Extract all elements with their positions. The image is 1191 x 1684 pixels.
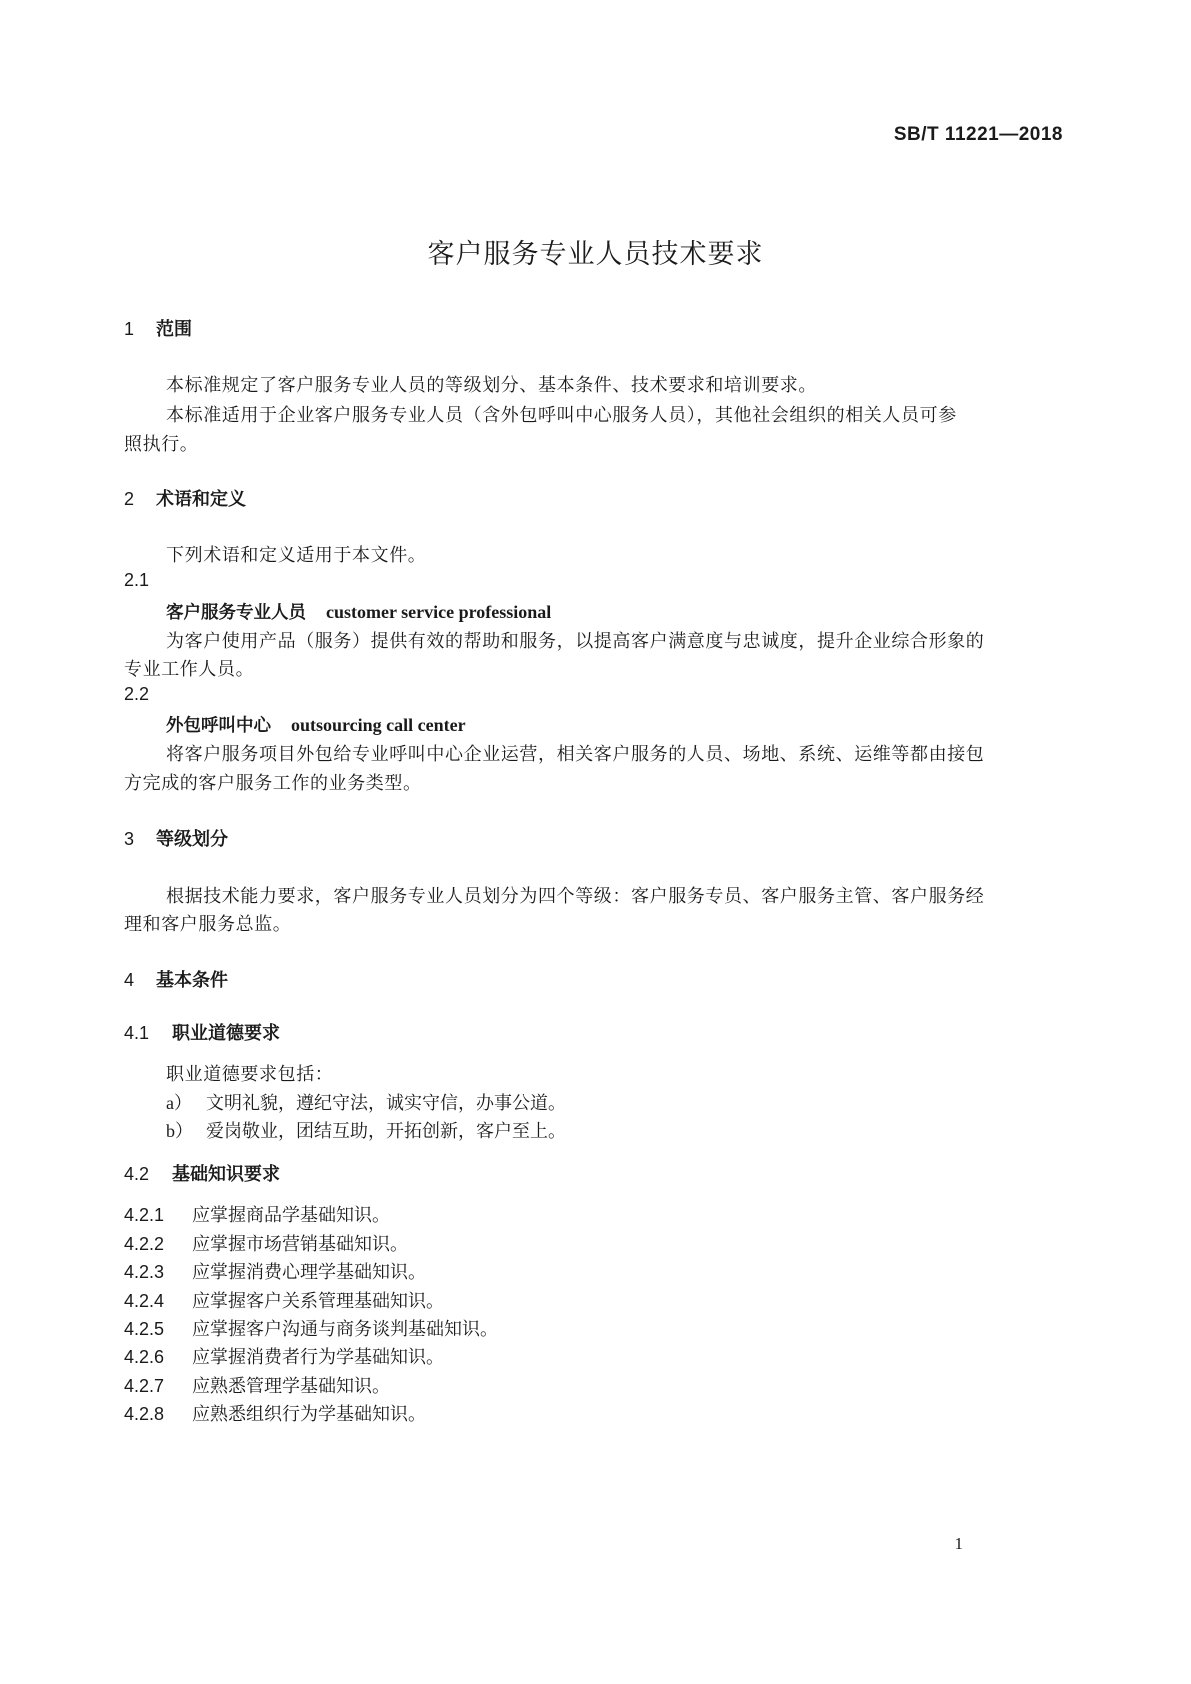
clause-row	[124, 1372, 390, 1398]
clause-text: 应掌握客户沟通与商务谈判基础知识。	[192, 1319, 498, 1340]
section-number: 1	[124, 319, 135, 339]
clause-number: 4.2.2	[124, 1234, 165, 1254]
section-title: 范围	[156, 319, 192, 340]
subsection-number: 4.1	[124, 1023, 150, 1043]
list-item	[166, 1089, 566, 1115]
clause-row	[124, 1287, 444, 1313]
standard-number: SB/T 11221—2018	[893, 124, 1063, 145]
clause-text: 应熟悉管理学基础知识。	[192, 1376, 390, 1397]
section-title: 等级划分	[156, 829, 228, 850]
subsection-number: 4.2	[124, 1164, 150, 1184]
clause-text: 应熟悉组织行为学基础知识。	[192, 1404, 426, 1425]
list-item-text: 文明礼貌，遵纪守法，诚实守信，办事公道。	[206, 1093, 566, 1114]
section-1-heading	[124, 315, 192, 341]
clause-number: 4.2.3	[124, 1262, 165, 1282]
section-4-heading	[124, 966, 228, 992]
clause-number: 4.2.5	[124, 1319, 165, 1339]
clause-text: 应掌握客户关系管理基础知识。	[192, 1291, 444, 1312]
section-title: 基本条件	[156, 970, 228, 991]
clause-row	[124, 1315, 498, 1341]
subsection-4-2-heading	[124, 1160, 280, 1186]
clause-row	[124, 1343, 444, 1369]
subsection-title: 职业道德要求	[172, 1023, 280, 1044]
paragraph: 本标准规定了客户服务专业人员的等级划分、基本条件、技术要求和培训要求。	[166, 375, 817, 396]
clause-text: 应掌握商品学基础知识。	[192, 1205, 390, 1226]
clause-number: 4.2.7	[124, 1376, 165, 1396]
list-marker: a）	[166, 1093, 192, 1113]
term-definition-continuation: 方完成的客户服务工作的业务类型。	[124, 773, 422, 794]
paragraph: 下列术语和定义适用于本文件。	[166, 545, 427, 566]
section-number: 3	[124, 829, 135, 849]
term-definition-continuation: 专业工作人员。	[124, 659, 255, 680]
paragraph-continuation: 照执行。	[124, 434, 199, 455]
clause-row	[124, 1201, 390, 1227]
paragraph: 根据技术能力要求，客户服务专业人员划分为四个等级：客户服务专员、客户服务主管、客户服务经	[166, 886, 985, 907]
list-marker: b）	[166, 1121, 193, 1141]
term-zh: 客户服务专业人员	[166, 603, 306, 623]
term-heading	[166, 712, 466, 737]
term-definition: 将客户服务项目外包给专业呼叫中心企业运营，相关客户服务的人员、场地、系统、运维等都由接包	[166, 744, 985, 765]
section-title: 术语和定义	[156, 489, 246, 510]
clause-row	[124, 1258, 426, 1284]
clause-number: 4.2.4	[124, 1291, 165, 1311]
clause-number: 4.2.6	[124, 1347, 165, 1367]
list-item	[166, 1117, 566, 1143]
term-number: 2.1	[124, 570, 150, 590]
clause-number: 4.2.1	[124, 1205, 165, 1225]
term-en: customer service professional	[326, 602, 552, 622]
page-number: 1	[954, 1534, 963, 1553]
term-zh: 外包呼叫中心	[166, 716, 271, 736]
term-number: 2.2	[124, 684, 150, 704]
clause-text: 应掌握市场营销基础知识。	[192, 1234, 408, 1255]
paragraph-continuation: 理和客户服务总监。	[124, 914, 292, 935]
clause-text: 应掌握消费心理学基础知识。	[192, 1262, 426, 1283]
section-number: 2	[124, 489, 135, 509]
document-title: 客户服务专业人员技术要求	[427, 239, 764, 270]
term-en: outsourcing call center	[291, 715, 466, 735]
paragraph: 本标准适用于企业客户服务专业人员（含外包呼叫中心服务人员），其他社会组织的相关人员可参	[166, 405, 957, 426]
clause-number: 4.2.8	[124, 1404, 165, 1424]
subsection-title: 基础知识要求	[172, 1164, 280, 1185]
subsection-4-1-heading	[124, 1019, 280, 1045]
term-heading	[166, 599, 551, 624]
clause-row	[124, 1400, 426, 1426]
clause-text: 应掌握消费者行为学基础知识。	[192, 1347, 444, 1368]
list-item-text: 爱岗敬业，团结互助，开拓创新，客户至上。	[206, 1121, 566, 1142]
clause-row	[124, 1230, 408, 1256]
paragraph: 职业道德要求包括：	[166, 1064, 334, 1085]
section-2-heading	[124, 485, 246, 511]
term-definition: 为客户使用产品（服务）提供有效的帮助和服务，以提高客户满意度与忠诚度，提升企业综合形象的	[166, 631, 985, 652]
section-number: 4	[124, 970, 135, 990]
section-3-heading	[124, 825, 228, 851]
